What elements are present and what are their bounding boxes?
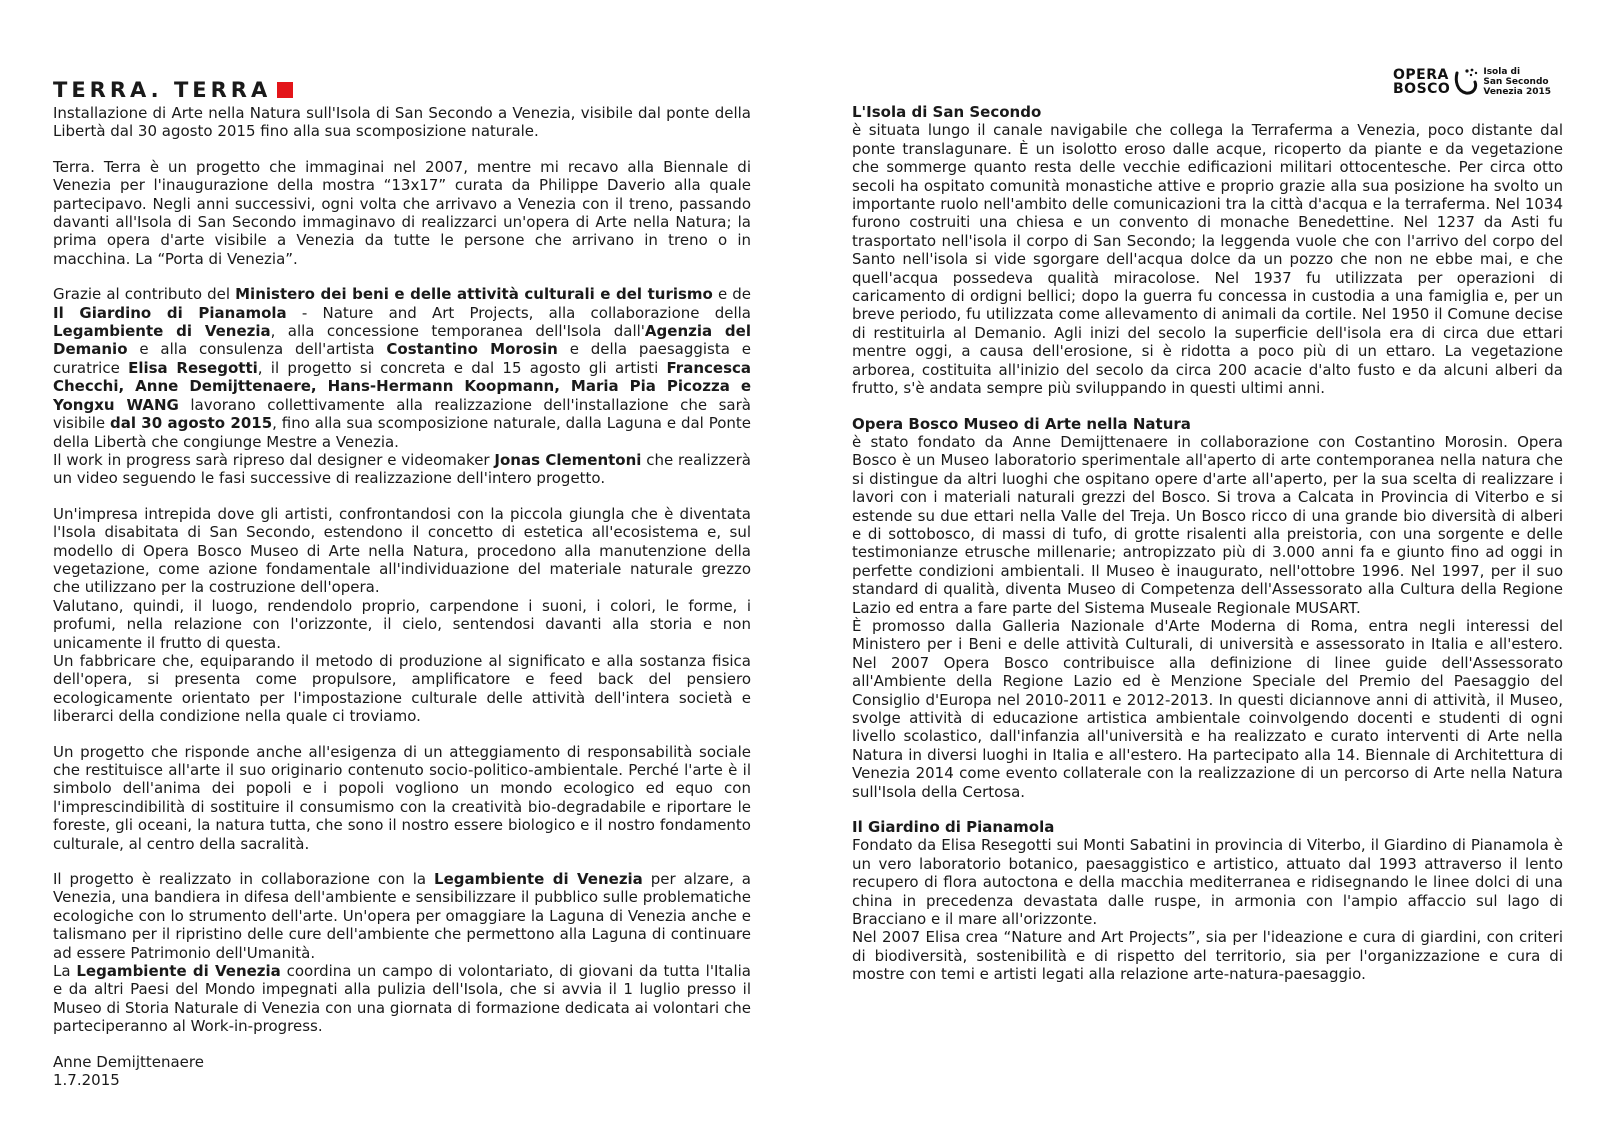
section-giardino-text-2: Nel 2007 Elisa crea “Nature and Art Projects”, sia per l'ideazione e cura di giardini, con criteri di biodiversità, sostenibilità e di rispetto del territorio, sia per l'organizzazione e cura di mostre con temi e artisti legati alla relazione arte-natura-paesaggio. [852, 928, 1563, 984]
logo-mark-icon [1453, 67, 1479, 97]
section-isola-text: è situata lungo il canale navigabile che collega la Terraferma a Venezia, poco distante dal ponte translagunare. È un isolotto eroso dalle acque, ricoperto da piante e da vegetazione che sommerge quanto resta delle vecchie edificazioni militari ottocentesche. Per circa otto secoli ha ospitato comunità monastiche attive e proprio grazie alla sua posizione ha svolto un importante ruolo nell'ambito delle comunicazioni tra la città d'acqua e la terraferma. Nel 1034 furono costruiti una chiesa e un convento di monache Benedettine. Nel 1237 da Asti fu trasportato nell'isola il corpo di San Secondo; la leggenda vuole che con l'arrivo del corpo del Santo nell'isola si vide sgorgare dell'acqua dolce da un pozzo che non ne ebbe mai, e che quell'acqua possedeva qualità miracolose. Nel 1937 fu utilizzata per operazioni di caricamento di ordigni bellici; dopo la guerra fu concessa in custodia a una famiglia e, per un breve periodo, fu utilizzata come allevamento di animali da cortile. Nel 1950 il Comune decise di restituirla al Demanio. Agli inizi del secolo la superficie dell'isola era di circa due ettari mentre oggi, a causa dell'erosione, si è ridotta a poco più di un ettaro. La vegetazione arborea, costituita all'inizio del secolo da circa 200 acacie d'alto fusto e da alcuni alberi da frutto, s'è andata sempre più sviluppando in questi ultimi anni. [852, 121, 1563, 398]
logo-sub-2: San Secondo [1483, 77, 1549, 87]
section-isola-title: L'Isola di San Secondo [852, 103, 1042, 121]
section-opera-bosco-text-1: è stato fondato da Anne Demijttenaere in collaborazione con Costantino Morosin. Opera Bosco è un Museo laboratorio sperimentale all'aperto di arte contemporanea nella natura che si distingue da altri luoghi che ospitano opere d'arte all'aperto, per la sua scelta di realizzare i lavori con i materiali naturali grezzi del Bosco. Si trova a Calcata in Provincia di Viterbo e si estende su due ettari nella Valle del Treja. Un Bosco ricco di una grande bio diversità di alberi e di sottobosco, di massi di tufo, di grotte risalenti alla preistoria, con una sorgente e delle testimonianze etrusche millenarie; antropizzato più di 3.000 anni fa e giunto fino ad oggi in perfette condizioni ambientali. Il Museo è inaugurato, nell'ottobre 1996. Nel 1997, per il suo standard di qualità, diventa Museo di Competenza dell'Assessorato alla Cultura della Regione Lazio ed entra a fare parte del Sistema Museale Regionale MUSART. [852, 432, 1563, 617]
logo-sub-1: Isola di [1483, 67, 1521, 77]
concept-paragraph: Un'impresa intrepida dove gli artisti, confrontandosi con la piccola giungla che è diventata l'Isola disabitata di San Secondo, estendono il concetto di estetica all'ecosistema e, sul modello di Opera Bosco Museo di Arte nella Natura, procedono alla manutenzione della vegetazione, come azione fondamentale all'individuazione del materiale naturale grezzo che utilizzano per la costruzione dell'opera. [53, 504, 751, 597]
red-square-icon [277, 82, 293, 98]
section-giardino-title: Il Giardino di Pianamola [852, 818, 1055, 837]
signature-block [53, 1053, 751, 1090]
signature-date: 1.7.2015 [53, 1071, 120, 1090]
credits-paragraph: Grazie al contributo del Ministero dei beni e delle attività culturali e del turismo e de Il Giardino di Pianamola - Nature and Art Projects, alla collaborazione della Legambiente di Venezia, alla concessione temporanea dell'Isola dall'Agenzia del Demanio e alla consulenza dell'artista Costantino Morosin e della paesaggista e curatrice Elisa Resegotti, il progetto si concreta e dal 15 agosto gli artisti Francesca Checchi, Anne Demijttenaere, Hans-Hermann Koopmann, Maria Pia Picozza e Yongxu WANG lavorano collettivamente alla realizzazione dell'installazione che sarà visibile dal 30 agosto 2015, fino alla sua scomposizione naturale, dalla Laguna e dal Ponte della Libertà che congiunge Mestre a Venezia. [53, 285, 752, 451]
responsibility-paragraph: Un progetto che risponde anche all'esigenza di un atteggiamento di responsabilità sociale che restituisce all'arte il suo originario contenuto socio-politico-ambientale. Perché l'arte è il simbolo dell'anima dei popoli e i popoli vogliono un mondo ecologico ed equo con l'imprescindibilità di sostituire il consumismo con la creatività bio-degradabile e riportare le foreste, gli oceani, la natura tutta, che sono il nostro essere biologico e il nostro fondamento culturale, al centro della sacralità. [53, 742, 751, 853]
title-text: TERRA. TERRA [53, 78, 272, 102]
section-giardino [852, 818, 1563, 928]
opera-bosco-logo [1393, 64, 1563, 100]
section-opera-bosco [852, 415, 1563, 617]
section-opera-bosco-title: Opera Bosco Museo di Arte nella Natura [852, 414, 1191, 433]
section-giardino-text-1: Fondato da Elisa Resegotti sui Monti Sabatini in provincia di Viterbo, il Giardino di Pianamola è un vero laboratorio botanico, paesaggistico e artistico, attuato dal 1993 attraverso il lento recupero di flora autoctona e della macchia mediterranea e ridisegnando le linee dolci di una china in precedenza devastata dalle ruspe, in armonia con l'ampio affaccio sul lago di Bracciano e il mare all'orizzonte. [852, 836, 1563, 929]
intro-paragraph: Installazione di Arte nella Natura sull'Isola di San Secondo a Venezia, visibile dal ponte della Libertà dal 30 agosto 2015 fino alla sua scomposizione naturale. [53, 104, 751, 141]
left-column [53, 78, 751, 1090]
logo-main [1393, 68, 1450, 96]
logo-subtitle [1479, 67, 1551, 97]
section-isola [852, 103, 1563, 398]
logo-line-2: BOSCO [1393, 81, 1451, 97]
logo-line-1: OPERA [1393, 67, 1449, 83]
section-opera-bosco-text-2: È promosso dalla Galleria Nazionale d'Arte Moderna di Roma, entra negli interessi del Ministero per i Beni e delle attività Culturali, di università e assessorato in Italia e all'estero. Nel 2007 Opera Bosco contribuisce alla definizione di linee guide dell'Assessorato all'Ambiente della Regione Lazio ed è Menzione Speciale del Premio del Paesaggio del Consiglio d'Europa nel 2010-2011 e 2012-2013. In questi diciannove anni di attività, il Museo, svolge attività di educazione artistica ambientale coinvolgendo docenti e studenti di ogni livello scolastico, dall'infanzia all'università e ha realizzato e curato interventi di Arte nella Natura in diversi luoghi in Italia e all'estero. Ha partecipato alla 14. Biennale di Architettura di Venezia 2014 come evento collaterale con la realizzazione di un percorso di Arte nella Natura sull'Isola della Certosa. [852, 616, 1563, 801]
place-paragraph: Valutano, quindi, il luogo, rendendolo proprio, carpendone i suoni, i colori, le forme, i profumi, nella relazione con l'orizzonte, il cielo, sentendosi davanti alla storia e non unicamente il frutto di questa. [53, 596, 751, 652]
document-title [53, 78, 751, 102]
author-name: Anne Demijttenaere [53, 1052, 204, 1071]
method-paragraph: Un fabbricare che, equiparando il metodo di produzione al significato e alla sostanza fisica dell'opera, si presenta come propulsore, amplificatore e feed back del pensiero ecologicamente orientato per l'impostazione culturale delle attività dell'intera società e liberarci della condizione nella quale ci troviamo. [53, 651, 751, 726]
legambiente-paragraph: Il progetto è realizzato in collaborazione con la Legambiente di Venezia per alzare, a Venezia, una bandiera in difesa dell'ambiente e sensibilizzare il pubblico sulle problematiche ecologiche con lo strumento dell'arte. Un'opera per omaggiare la Laguna di Venezia anche e talismano per il ripristino delle cure dell'ambiente che permettono alla Laguna di continuare ad essere Patrimonio dell'Umanità. [53, 870, 751, 962]
logo-sub-3: Venezia 2015 [1483, 87, 1552, 97]
history-paragraph: Terra. Terra è un progetto che immaginai nel 2007, mentre mi recavo alla Biennale di Venezia per l'inaugurazione della mostra “13x17” curata da Philippe Daverio alla quale partecipavo. Negli anni successivi, ogni volta che arrivavo a Venezia con il treno, passando davanti all'Isola di San Secondo immaginavo di realizzarci un'opera di Arte nella Natura; la prima opera d'arte visibile a Venezia da tutte le persone che arrivano in treno o in macchina. La “Porta di Venezia”. [53, 157, 751, 268]
volunteer-paragraph: La Legambiente di Venezia coordina un campo di volontariato, di giovani da tutta l'Italia e da altri Paesi del Mondo impegnati alla pulizia dell'Isola, che si avvia il 1 luglio presso il Museo di Storia Naturale di Venezia con una giornata di formazione dedicata ai volontari che parteciperanno al Work-in-progress. [53, 962, 751, 1036]
right-column [852, 103, 1563, 984]
video-paragraph: Il work in progress sarà ripreso dal designer e videomaker Jonas Clementoni che realizzerà un video seguendo le fasi successive di realizzazione dell'intero progetto. [53, 450, 751, 488]
